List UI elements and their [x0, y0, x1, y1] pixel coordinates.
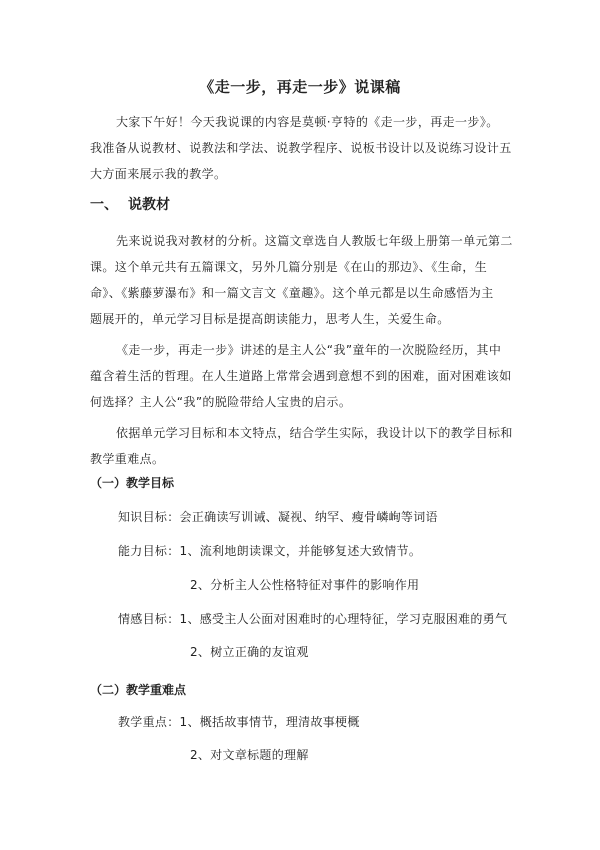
materials-paragraph-1 [90, 228, 512, 332]
paragraph-line: 依据单元学习目标和本文特点，结合学生实际，我设计以下的教学目标和 [116, 426, 513, 440]
ability-goal [118, 542, 421, 559]
intro-line: 我准备从说教材、说教法和学法、说教学程序、说板书设计以及说练习设计五 [90, 141, 512, 155]
knowledge-goal-label: 知识目标： [118, 510, 180, 524]
section-heading [90, 194, 170, 214]
knowledge-goal [118, 508, 438, 525]
teaching-focus-item: 2、对文章标题的理解 [190, 748, 309, 762]
paragraph-line: 题展开的，单元学习目标是提高朗读能力，思考人生，关爱生命。 [90, 312, 450, 326]
ability-goal-label: 能力目标： [118, 544, 180, 558]
paragraph-line: 《走一步，再走一步》讲述的是主人公“我”童年的一次脱险经历，其中 [116, 343, 502, 357]
paragraph-line: 命》、《紫藤萝瀑布》和一篇文言文《童趣》。这个单元都是以生命感悟为主 [90, 286, 494, 300]
emotion-goal-label: 情感目标： [118, 612, 180, 626]
materials-paragraph-3 [90, 420, 512, 472]
paragraph-line: 先来说说我对教材的分析。这篇文章选自人教版七年级上册第一单元第二 [116, 234, 513, 248]
materials-paragraph-2 [90, 337, 512, 415]
paragraph-line: 教学重难点。 [90, 452, 165, 466]
emotion-goal-item: 1、感受主人公面对困难时的心理特征，学习克服困难的勇气 [179, 612, 508, 626]
section-title: 说教材 [128, 197, 170, 213]
intro-line: 大家下午好！今天我说课的内容是莫顿·亨特的《走一步，再走一步》。 [116, 115, 499, 129]
intro-line: 大方面来展示我的教学。 [90, 167, 227, 181]
knowledge-goal-text: 会正确读写训诫、凝视、纳罕、瘦骨嶙峋等词语 [179, 510, 438, 524]
section-number: 一、 [90, 197, 118, 213]
ability-goal-item: 2、分析主人公性格特征对事件的影响作用 [190, 578, 420, 592]
key-points-heading: （二）教学重难点 [90, 683, 187, 697]
paragraph-line: 蕴含着生活的哲理。在人生道路上常常会遇到意想不到的困难，面对困难该如 [90, 369, 512, 383]
teaching-focus-label: 教学重点： [118, 715, 180, 729]
emotion-goal [118, 610, 507, 627]
intro-paragraph [90, 109, 512, 187]
teaching-focus [118, 713, 360, 730]
paragraph-line: 何选择？主人公“我”的脱险带给人宝贵的启示。 [90, 395, 352, 409]
paragraph-line: 课。这个单元共有五篇课文，另外几篇分别是《在山的那边》、《生命，生 [90, 260, 488, 274]
teaching-goals-heading: （一）教学目标 [90, 476, 175, 490]
ability-goal-item: 1、流利地朗读课文，并能够复述大致情节。 [179, 544, 422, 558]
emotion-goal-item: 2、树立正确的友谊观 [190, 645, 309, 659]
document-title: 《走一步，再走一步》说课稿 [199, 78, 401, 96]
teaching-focus-item: 1、概括故事情节，理清故事梗概 [179, 715, 360, 729]
